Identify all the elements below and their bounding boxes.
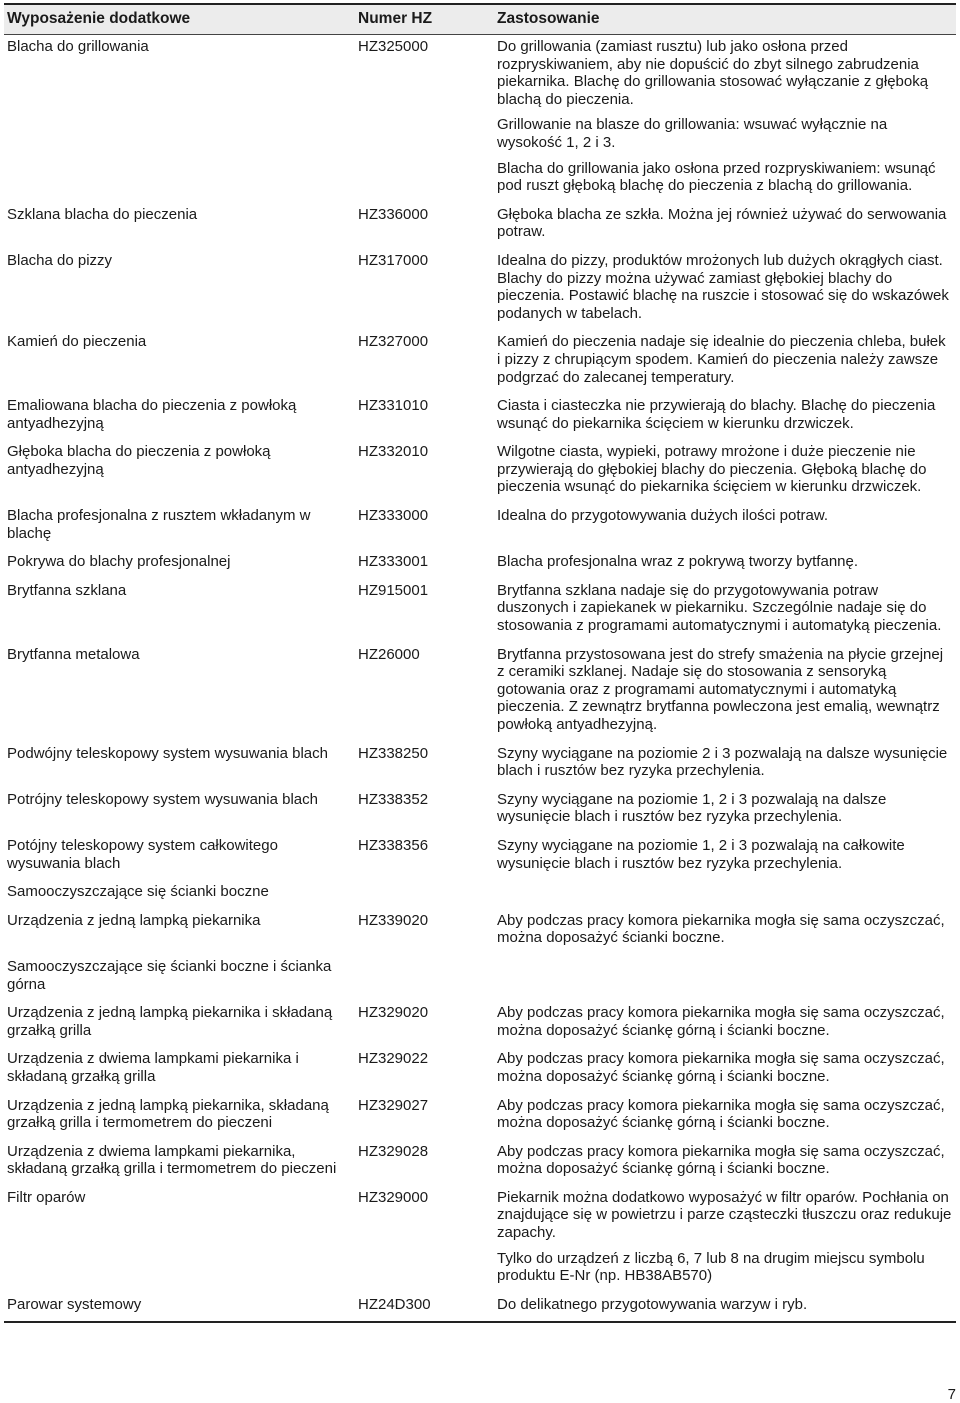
table-row (4, 550, 956, 579)
accessory-name: Samooczyszczające się ścianki boczne (7, 883, 269, 901)
table-row (4, 440, 956, 504)
hz-number: HZ329027 (358, 1096, 429, 1114)
table-row (4, 788, 956, 834)
application-description (494, 440, 956, 504)
description-paragraph: Ciasta i ciasteczka nie przywierają do blachy. Blachę do pieczenia wsunąć do piekarnika ścięciem w kierunku drzwiczek. (497, 397, 936, 432)
description-paragraph: Wilgotne ciasta, wypieki, potrawy mrożone i duże pieczenie nie przywierają do głębokiej blachy do pieczenia. Głęboką blachę do pieczenia wsunąć do piekarnika ścięciem w kierunku drzwiczek. (497, 443, 927, 496)
application-description (494, 579, 956, 643)
hz-number: HZ329020 (358, 1004, 429, 1022)
application-description (494, 504, 956, 550)
application-description (494, 1140, 956, 1186)
accessory-name: Parowar systemowy (7, 1295, 142, 1313)
hz-number: HZ333001 (358, 553, 429, 571)
hz-number: HZ338352 (358, 790, 429, 808)
application-description (494, 330, 956, 394)
application-description (494, 909, 956, 955)
application-description (494, 1186, 956, 1293)
table-row (4, 394, 956, 440)
table-row (4, 1293, 956, 1323)
application-description (494, 1047, 956, 1093)
header-hz-number: Numer HZ (358, 10, 433, 27)
hz-number: HZ333000 (358, 507, 429, 525)
accessory-name: Głęboka blacha do pieczenia z powłoką antyadhezyjną (7, 443, 271, 478)
description-paragraph: Tylko do urządzeń z liczbą 6, 7 lub 8 na drugim miejscu symbolu produktu E-Nr (np. HB38AB570) (497, 1249, 925, 1285)
table-row (4, 504, 956, 550)
accessory-name: Urządzenia z dwiema lampkami piekarnika, składaną grzałką grilla i termometrem do pieczeni (7, 1142, 337, 1178)
description-paragraph: Szyny wyciągane na poziomie 2 i 3 pozwalają na dalsze wysunięcie blach i rusztów bez ryzyka przechylenia. (497, 744, 948, 780)
hz-number (355, 880, 494, 909)
application-description (494, 643, 956, 742)
table-row (4, 579, 956, 643)
application-description (494, 742, 956, 788)
application-description (494, 880, 956, 909)
table-row (4, 1140, 956, 1186)
hz-number (355, 955, 494, 1001)
hz-number: HZ329028 (358, 1142, 429, 1160)
description-paragraph: Grillowanie na blasze do grillowania: wsuwać wyłącznie na wysokość 1, 2 i 3. (497, 116, 888, 151)
hz-number: HZ331010 (358, 397, 429, 415)
accessory-name: Urządzenia z jedną lampką piekarnika i składaną grzałką grilla (7, 1004, 333, 1039)
application-description (494, 203, 956, 249)
hz-number: HZ915001 (358, 581, 429, 599)
description-paragraph: Głęboka blacha ze szkła. Można jej również używać do serwowania potraw. (497, 205, 947, 241)
description-paragraph: Blacha do grillowania jako osłona przed rozpryskiwaniem: wsunąć pod ruszt głęboką blachę do pieczenia z blachą do grillowania. (497, 159, 936, 195)
accessory-name: Blacha do grillowania (7, 38, 149, 55)
accessory-name: Urządzenia z dwiema lampkami piekarnika i składaną grzałką grilla (7, 1050, 299, 1085)
application-description (494, 550, 956, 579)
description-paragraph: Do grillowania (zamiast rusztu) lub jako osłona przed rozpryskiwaniem, aby nie dopuścić do zbyt silnego zabrudzenia piekarnika. Blachę do grillowania stosować wyłączanie z głęboką blachą do pieczenia. (497, 38, 929, 108)
description-paragraph: Szyny wyciągane na poziomie 1, 2 i 3 pozwalają na całkowite wysunięcie blach i rusztów bez ryzyka przechylenia. (497, 836, 905, 872)
table-body (4, 35, 956, 1323)
accessories-table-container (4, 3, 956, 1323)
application-description (494, 249, 956, 330)
table-row (4, 643, 956, 742)
accessory-name: Emaliowana blacha do pieczenia z powłoką antyadhezyjną (7, 397, 297, 432)
table-row (4, 203, 956, 249)
description-paragraph: Aby podczas pracy komora piekarnika mogła się sama oczyszczać, można doposażyć ścianki boczne. (497, 911, 945, 947)
accessory-name: Urządzenia z jedną lampką piekarnika (7, 911, 261, 929)
accessory-name: Kamień do pieczenia (7, 333, 147, 351)
application-description (494, 35, 956, 203)
application-description (494, 1293, 956, 1323)
hz-number: HZ336000 (358, 205, 429, 223)
hz-number: HZ338250 (358, 744, 429, 762)
hz-number: HZ332010 (358, 443, 429, 461)
application-description (494, 834, 956, 880)
description-paragraph: Piekarnik można dodatkowo wyposażyć w filtr oparów. Pochłania on znajdujące się w powietrzu i parze cząsteczki tłuszczu oraz redukuje zapachy. (497, 1188, 952, 1242)
description-paragraph: Aby podczas pracy komora piekarnika mogła się sama oczyszczać, można doposażyć ściankę górną i ścianki boczne. (497, 1142, 945, 1178)
table-row (4, 249, 956, 330)
accessory-name: Potójny teleskopowy system całkowitego wysuwania blach (7, 836, 278, 872)
table-row (4, 330, 956, 394)
page-number: 7 (947, 1386, 956, 1403)
table-row (4, 909, 956, 955)
description-paragraph: Brytfanna przystosowana jest do strefy smażenia na płycie grzejnej z ceramiki szklanej. Nadaje się do stosowania z sensoryką gotowania oraz z programami automatycznymi i automatyką pieczenia. Z zewnątrz brytfanna powleczona jest emalią, wewnątrz powłoką antyadhezyjną. (497, 645, 944, 733)
header-application: Zastosowanie (497, 10, 600, 27)
description-paragraph: Idealna do przygotowywania dużych ilości potraw. (497, 507, 829, 525)
hz-number: HZ338356 (358, 836, 429, 854)
application-description (494, 394, 956, 440)
accessory-name: Podwójny teleskopowy system wysuwania blach (7, 744, 328, 762)
table-row (4, 880, 956, 909)
hz-number: HZ325000 (358, 38, 429, 55)
table-row (4, 1094, 956, 1140)
table-row (4, 955, 956, 1001)
description-paragraph: Brytfanna szklana nadaje się do przygotowywania potraw duszonych i zapiekanek w piekarniku. Szczególnie nadaje się do stosowania z programami automatycznymi i automatyką pieczenia. (497, 581, 942, 635)
accessory-name: Pokrywa do blachy profesjonalnej (7, 553, 231, 571)
hz-number: HZ26000 (358, 645, 420, 663)
description-paragraph: Aby podczas pracy komora piekarnika mogła się sama oczyszczać, można doposażyć ściankę górną i ścianki boczne. (497, 1096, 945, 1132)
hz-number: HZ317000 (358, 251, 429, 269)
hz-number: HZ24D300 (358, 1295, 431, 1313)
header-accessory: Wyposażenie dodatkowe (7, 10, 191, 27)
accessory-name: Szklana blacha do pieczenia (7, 205, 198, 223)
description-paragraph: Blacha profesjonalna wraz z pokrywą tworzy bytfannę. (497, 553, 859, 571)
accessory-name: Brytfanna szklana (7, 581, 127, 599)
application-description (494, 955, 956, 1001)
description-paragraph: Idealna do pizzy, produktów mrożonych lub dużych okrągłych ciast. Blachy do pizzy można używać zamiast głębokiej blachy do pieczenia. Postawić blachę na ruszcie i stosować się do wskazówek podanych w tabelach. (497, 251, 949, 322)
accessory-name: Brytfanna metalowa (7, 645, 140, 663)
table-header-row (4, 4, 956, 35)
hz-number: HZ327000 (358, 333, 429, 351)
accessory-name: Potrójny teleskopowy system wysuwania blach (7, 790, 318, 808)
application-description (494, 788, 956, 834)
accessories-table (4, 3, 956, 1323)
table-row (4, 742, 956, 788)
table-row (4, 35, 956, 203)
accessory-name: Blacha do pizzy (7, 251, 113, 269)
description-paragraph: Aby podczas pracy komora piekarnika mogła się sama oczyszczać, można doposażyć ściankę górną i ścianki boczne. (497, 1050, 945, 1085)
accessory-name: Samooczyszczające się ścianki boczne i ścianka górna (7, 957, 332, 993)
table-row (4, 834, 956, 880)
hz-number: HZ329022 (358, 1050, 429, 1068)
description-paragraph: Aby podczas pracy komora piekarnika mogła się sama oczyszczać, można doposażyć ściankę górną i ścianki boczne. (497, 1004, 945, 1039)
application-description (494, 1001, 956, 1047)
description-paragraph: Kamień do pieczenia nadaje się idealnie do pieczenia chleba, bułek i pizzy z chrupiącym spodem. Kamień do pieczenia należy zawsze podgrzać do zalecanej temperatury. (497, 333, 946, 386)
hz-number: HZ339020 (358, 911, 429, 929)
description-paragraph: Do delikatnego przygotowywania warzyw i ryb. (497, 1295, 808, 1313)
accessory-name: Blacha profesjonalna z rusztem wkładanym w blachę (7, 507, 311, 542)
table-row (4, 1186, 956, 1293)
table-row (4, 1047, 956, 1093)
application-description (494, 1094, 956, 1140)
accessory-name: Filtr oparów (7, 1188, 86, 1206)
description-paragraph: Szyny wyciągane na poziomie 1, 2 i 3 pozwalają na dalsze wysunięcie blach i rusztów bez ryzyka przechylenia. (497, 790, 887, 826)
accessory-name: Urządzenia z jedną lampką piekarnika, składaną grzałką grilla i termometrem do pieczeni (7, 1096, 329, 1132)
hz-number: HZ329000 (358, 1188, 429, 1206)
table-row (4, 1001, 956, 1047)
